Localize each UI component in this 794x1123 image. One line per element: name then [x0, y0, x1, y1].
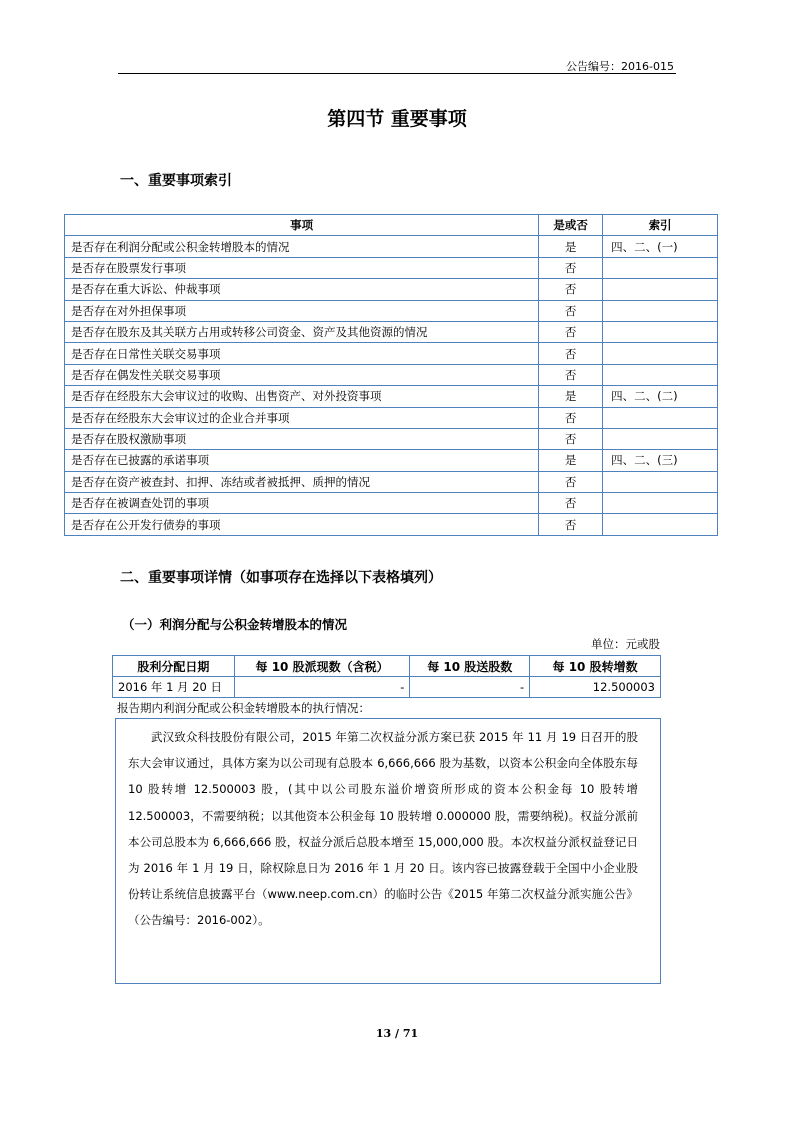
- table-row: [65, 450, 718, 471]
- header-divider: [118, 73, 676, 74]
- details-heading: 二、重要事项详情（如事项存在选择以下表格填列）: [120, 570, 442, 586]
- cell-yes-no: 否: [539, 257, 603, 278]
- column-header-index: 索引: [603, 215, 718, 236]
- column-header-yes-no: 是或否: [539, 215, 603, 236]
- cell-item: 是否存在经股东大会审议过的收购、出售资产、对外投资事项: [65, 386, 539, 407]
- table-header-row: [113, 656, 661, 677]
- cell-index-ref: [603, 300, 718, 321]
- cell-item: 是否存在对外担保事项: [65, 300, 539, 321]
- cell-item: 是否存在重大诉讼、仲裁事项: [65, 279, 539, 300]
- column-header-cash: 每 10 股派现数（含税）: [234, 656, 410, 677]
- execution-text: 武汉致众科技股份有限公司，2015 年第二次权益分派方案已获 2015 年 11 月 19 日召开的股东大会审议通过，具体方案为以公司现有总股本 6,666,666 股为基数，以资本公积金向全体股东每 10 股转增 12.500003 股，(其中以公司股东溢价增资所形成的资本公积金每 10 股转增 12.500003，不需要纳税；以其他资本公积金每 10 股转增 0.000000 股，需要纳税)。权益分派前本公司总股本为 6,666,666 股，权益分派后总股本增至 15,000,000 股。本次权益分派权益登记日为 2016 年 1 月 19 日，除权除息日为 2016 年 1 月 20 日。该内容已披露登载于全国中小企业股份转让系统信息披露平台（www.neep.com.cn）的临时公告《2015 年第二次权益分派实施公告》（公告编号：2016-002）。: [128, 730, 638, 928]
- cell-yes-no: 否: [539, 493, 603, 514]
- table-row: [65, 407, 718, 428]
- cell-yes-no: 否: [539, 514, 603, 535]
- cell-item: 是否存在公开发行债券的事项: [65, 514, 539, 535]
- cell-transfer: 12.500003: [530, 677, 661, 698]
- table-row: [65, 279, 718, 300]
- cell-index-ref: [603, 428, 718, 449]
- table-row: [65, 343, 718, 364]
- cell-yes-no: 是: [539, 236, 603, 257]
- table-row: [65, 493, 718, 514]
- announcement-number: 公告编号：2016-015: [566, 60, 674, 73]
- cell-yes-no: 否: [539, 471, 603, 492]
- cell-yes-no: 否: [539, 321, 603, 342]
- cell-item: 是否存在偶发性关联交易事项: [65, 364, 539, 385]
- table-header-row: [65, 215, 718, 236]
- cell-date: 2016 年 1 月 20 日: [113, 677, 235, 698]
- execution-label: 报告期内利润分配或公积金转增股本的执行情况：: [117, 701, 370, 715]
- cell-index-ref: 四、二、(二): [603, 386, 718, 407]
- column-header-transfer: 每 10 股转增数: [530, 656, 661, 677]
- table-row: [65, 514, 718, 535]
- cell-cash: -: [234, 677, 410, 698]
- index-heading: 一、重要事项索引: [120, 173, 232, 189]
- cell-index-ref: [603, 321, 718, 342]
- cell-yes-no: 否: [539, 407, 603, 428]
- table-row: [65, 236, 718, 257]
- cell-yes-no: 是: [539, 450, 603, 471]
- cell-item: 是否存在资产被查封、扣押、冻结或者被抵押、质押的情况: [65, 471, 539, 492]
- section-title: 第四节 重要事项: [327, 108, 467, 130]
- profit-distribution-heading: （一）利润分配与公积金转增股本的情况: [122, 617, 348, 632]
- cell-index-ref: [603, 257, 718, 278]
- table-row: [113, 677, 661, 698]
- table-row: [65, 386, 718, 407]
- cell-bonus: -: [410, 677, 530, 698]
- cell-item: 是否存在利润分配或公积金转增股本的情况: [65, 236, 539, 257]
- table-row: [65, 471, 718, 492]
- cell-item: 是否存在股权激励事项: [65, 428, 539, 449]
- cell-index-ref: [603, 493, 718, 514]
- cell-item: 是否存在经股东大会审议过的企业合并事项: [65, 407, 539, 428]
- cell-item: 是否存在日常性关联交易事项: [65, 343, 539, 364]
- cell-index-ref: [603, 364, 718, 385]
- table-row: [65, 300, 718, 321]
- cell-item: 是否存在被调查处罚的事项: [65, 493, 539, 514]
- cell-index-ref: [603, 471, 718, 492]
- cell-yes-no: 否: [539, 300, 603, 321]
- cell-yes-no: 否: [539, 279, 603, 300]
- table-row: [65, 428, 718, 449]
- column-header-item: 事项: [65, 215, 539, 236]
- execution-text-box: [115, 718, 661, 984]
- important-matters-index-table: [64, 214, 718, 536]
- cell-item: 是否存在已披露的承诺事项: [65, 450, 539, 471]
- table-row: [65, 321, 718, 342]
- cell-index-ref: [603, 343, 718, 364]
- cell-index-ref: 四、二、(三): [603, 450, 718, 471]
- cell-index-ref: [603, 279, 718, 300]
- cell-yes-no: 否: [539, 343, 603, 364]
- cell-index-ref: [603, 514, 718, 535]
- cell-yes-no: 是: [539, 386, 603, 407]
- cell-index-ref: [603, 407, 718, 428]
- cell-item: 是否存在股东及其关联方占用或转移公司资金、资产及其他资源的情况: [65, 321, 539, 342]
- table-row: [65, 364, 718, 385]
- page-number: 13 / 71: [375, 1027, 419, 1040]
- table-row: [65, 257, 718, 278]
- column-header-date: 股利分配日期: [113, 656, 235, 677]
- cell-index-ref: 四、二、(一): [603, 236, 718, 257]
- unit-label: 单位：元或股: [591, 637, 660, 651]
- dividend-table: [112, 655, 661, 698]
- cell-item: 是否存在股票发行事项: [65, 257, 539, 278]
- cell-yes-no: 否: [539, 428, 603, 449]
- cell-yes-no: 否: [539, 364, 603, 385]
- column-header-bonus: 每 10 股送股数: [410, 656, 530, 677]
